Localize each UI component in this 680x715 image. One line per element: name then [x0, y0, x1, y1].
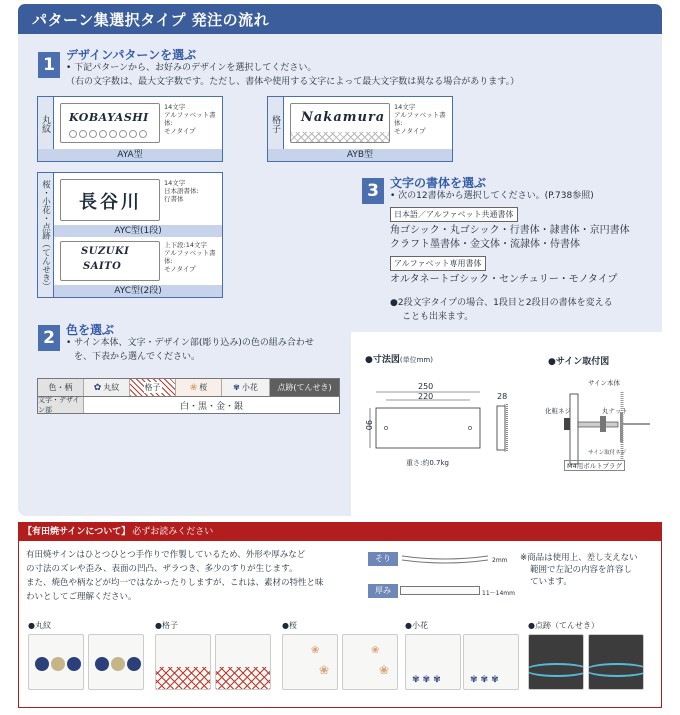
step3-note2: ことも出来ます。 [402, 312, 474, 322]
sample-ayc1-spec [164, 179, 199, 203]
color-table-text-value: 白・黒・金・銀 [179, 401, 243, 412]
sample-ayc[interactable] [37, 172, 223, 298]
thickness-label: 厚み [368, 584, 398, 598]
spec-chars: 14文字 [164, 103, 186, 111]
dims-weight: 重さ:約0.7kg [406, 459, 449, 467]
sample-ayc2-spec [164, 241, 222, 273]
sample-aya-spec [164, 103, 222, 135]
step3-desc: • 次の12書体から選択してください。(P.738参照) [390, 191, 594, 201]
pattern-tenseki[interactable]: 点跡(てんせき) [270, 379, 339, 396]
warp-label: そり [368, 552, 398, 566]
sakura-icon: ❀ [189, 382, 198, 393]
dims-width-inner: 220 [418, 392, 434, 401]
step1-title: デザインパターンを選ぶ [66, 48, 197, 62]
step1-desc2: （右の文字数は、最大文字数です。ただし、書体や使用する文字によって最大文字数は異なる場合があります。） [66, 77, 520, 87]
sample-aya[interactable] [37, 96, 223, 162]
page-header [18, 4, 662, 34]
sample-ayb-caption: AYB型 [268, 149, 452, 161]
sample-ayc1-caption: AYC型(1段) [54, 225, 222, 237]
dims-height: 90 [364, 420, 373, 431]
step2-desc1: • サイン本体、文字・デザイン部(彫り込み)の色の組み合わせ [66, 338, 314, 348]
mount-label-plug: M4用ボルトプラグ [564, 460, 625, 471]
step2-title: 色を選ぶ [66, 323, 115, 337]
sample-ayb-plate [290, 103, 390, 143]
sample-ayb[interactable] [267, 96, 453, 162]
arita-notice-text: 有田焼サインはひとつひとつ手作りで作製しているため、外形や厚みなど の寸法のズレや歪み、表面の凹凸、ザラつき、多少のすりが生じます。 また、焼色や柄などが均一ではなかったりしますが、これは、素材の特性と味 わいとしてご理解ください。 [26, 550, 324, 602]
color-table-row-text [38, 396, 339, 413]
mount-label-nut: 丸ナット [602, 407, 628, 415]
thickness-value: 11〜14mm [482, 590, 515, 597]
thumb-label-kobana: ●小花 [405, 621, 428, 630]
thumb-maru-2 [88, 634, 144, 690]
color-table [37, 378, 340, 414]
page-title: パターン集選択タイプ 発注の流れ [32, 11, 270, 29]
thumb-label-koushi: ●格子 [155, 621, 178, 630]
color-table-pattern-label: 色・柄 [38, 379, 84, 396]
thumb-sakura-1: ❀ ❀ [282, 634, 338, 690]
step2-number: 2 [38, 325, 60, 351]
color-table-text-label: 文字・デザイン部 [38, 397, 84, 413]
maru-icon: ✿ [93, 382, 102, 393]
sample-ayc2-plate-text2: SAITO [83, 261, 122, 272]
font-list-common-2: クラフト墨書体・金文体・流隷体・侍書体 [390, 239, 580, 250]
arita-notice-header: 【有田焼サインについて】 必ずお読みください [19, 523, 661, 541]
sample-aya-side-label: 丸紋 [38, 97, 54, 150]
sample-ayb-plate-text: Nakamura [301, 110, 386, 125]
dims-title: ●寸法図(単位mm) [365, 355, 433, 365]
arita-notice-note: ※商品は使用上、差し支えない 範囲で左記の内容を許容し ています。 [520, 553, 638, 587]
step3-title: 文字の書体を選ぶ [390, 176, 487, 190]
sample-aya-plate-text: KOBAYASHI [69, 111, 149, 124]
color-table-row-pattern [38, 379, 339, 396]
dims-width-outer: 250 [418, 382, 434, 391]
step3-number: 3 [362, 178, 384, 204]
sample-ayc2-caption: AYC型(2段) [54, 285, 222, 297]
step3-note1: ●2段文字タイプの場合、1段目と2段目の書体を変える [390, 298, 613, 308]
thumb-maru-1 [28, 634, 84, 690]
thumb-koushi-1 [155, 634, 211, 690]
spec-chars: 14文字 [394, 103, 416, 111]
thumb-kobana-2: ✾✾✾ [463, 634, 519, 690]
mounting-diagram [540, 372, 660, 472]
spec-font: モノタイプ [164, 127, 196, 135]
sample-ayc1-plate [60, 179, 160, 221]
spec-chars: 14文字 [164, 179, 186, 187]
mount-title: ●サイン取付図 [548, 357, 610, 367]
thumb-tenseki-1 [528, 634, 584, 690]
sample-ayc-side-label: 桜・小花・点跡（てんせき） [38, 173, 54, 297]
pattern-kobana[interactable]: ✾ 小花 [222, 379, 270, 396]
thumb-label-tenseki: ●点跡（てんせき） [528, 621, 599, 630]
sample-ayb-side-label: 格子 [268, 97, 284, 150]
pattern-maru[interactable]: ✿ 丸紋 [84, 379, 130, 396]
pattern-koushi[interactable]: 格子 [130, 379, 176, 396]
thumb-label-sakura: ●桜 [282, 621, 297, 630]
thickness-diagram [400, 586, 480, 595]
thumb-koushi-2 [215, 634, 271, 690]
warp-value: 2mm [492, 557, 508, 564]
mount-label-mount-screw: サイン取付ネジ [588, 450, 627, 456]
sample-aya-plate [60, 103, 160, 143]
koushi-pattern [291, 132, 389, 142]
mount-label-body: サイン本体 [588, 379, 621, 387]
spec-font-label: アルファベット書体: [164, 249, 216, 265]
sample-ayc2-plate-text1: SUZUKI [81, 246, 130, 257]
font-list-common-1: 角ゴシック・丸ゴシック・行書体・隷書体・京円書体 [390, 225, 630, 236]
thumb-label-maru: ●丸紋 [28, 621, 51, 630]
pattern-sakura[interactable]: ❀ 桜 [176, 379, 222, 396]
thumb-tenseki-2 [588, 634, 644, 690]
kobana-icon: ✾ [233, 383, 240, 392]
dims-depth: 28 [497, 392, 508, 401]
thumb-sakura-2: ❀ ❀ [342, 634, 398, 690]
spec-font-label: 日本語書体: [164, 187, 199, 195]
sample-ayc2-plate [60, 241, 160, 281]
step1-desc1: • 下記パターンから、お好みのデザインを選択してください。 [66, 63, 317, 73]
step1-number: 1 [38, 52, 60, 78]
font-list-alpha: オルタネートゴシック・センチュリー・モノタイプ [390, 274, 618, 285]
spec-font: モノタイプ [164, 265, 196, 273]
spec-font-label: アルファベット書体: [394, 111, 446, 127]
font-tag-common: 日本語／アルファベット共通書体 [390, 207, 518, 222]
maru-mon-pattern [69, 130, 153, 139]
spec-font: モノタイプ [394, 127, 426, 135]
font-tag-alpha: アルファベット専用書体 [390, 256, 486, 271]
sample-ayb-spec [394, 103, 452, 135]
mount-label-screw: 化粧ネジ [545, 407, 571, 415]
spec-font: 行書体 [164, 195, 184, 203]
thumb-kobana-1: ✾✾✾ [405, 634, 461, 690]
step2-desc2: を、下表から選んでください。 [74, 352, 201, 362]
sample-ayc1-plate-text: 長谷川 [79, 192, 142, 213]
spec-chars: 上下段:14文字 [164, 241, 207, 249]
sample-aya-caption: AYA型 [38, 149, 222, 161]
spec-font-label: アルファベット書体: [164, 111, 216, 127]
